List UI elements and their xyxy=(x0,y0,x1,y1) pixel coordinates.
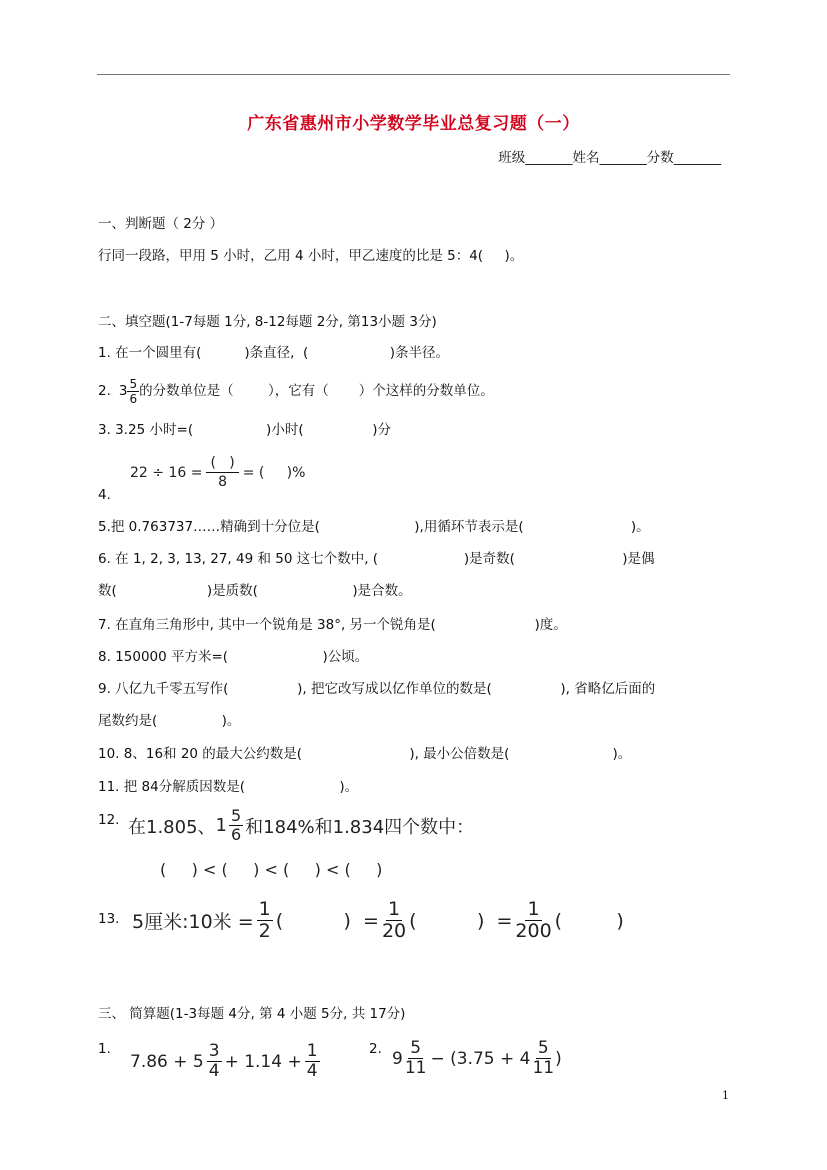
q13-fraction-2 xyxy=(382,900,406,941)
q12-ordering-blanks: ( ) < ( ) < ( ) < ( ) xyxy=(160,860,383,879)
s3-q2-f2-numerator: 5 xyxy=(537,1038,549,1058)
s1-question-1: 行同一段路，甲用 5 小时，乙用 4 小时，甲乙速度的比是 5：4( )。 xyxy=(98,248,524,264)
student-info-fields: 班级_______姓名_______分数_______ xyxy=(498,150,721,166)
q13-f3-denominator: 200 xyxy=(515,920,552,942)
q4-left: 22 ÷ 16 = xyxy=(130,464,203,481)
q13-blank-2: ( ) = xyxy=(409,909,513,932)
q2-whole: 3 xyxy=(118,382,128,399)
header-rule xyxy=(97,74,730,75)
q12-numerator: 5 xyxy=(230,806,242,825)
q13-blank-1: ( ) = xyxy=(275,909,379,932)
s3-q1-fraction-2 xyxy=(305,1043,320,1080)
q12-text-b: 和184%和1.834四个数中： xyxy=(245,816,475,838)
q2-text: 的分数单位是（ ），它有（ ）个这样的分数单位。 xyxy=(139,382,494,399)
s2-question-3: 3. 3.25 小时=( )小时( )分 xyxy=(98,422,392,438)
q4-numerator: ( ) xyxy=(206,456,238,473)
s3-q1-number: 1. xyxy=(98,1041,111,1057)
page-title: 广东省惠州市小学数学毕业总复习题（一） xyxy=(247,114,580,134)
q13-f2-denominator: 20 xyxy=(381,920,407,942)
q13-fraction-3 xyxy=(515,900,551,941)
section-1-heading: 一、判断题（ 2分 ） xyxy=(98,216,224,232)
q4-denominator: 8 xyxy=(218,474,228,490)
q13-blank-3: ( ) xyxy=(554,909,624,932)
s2-question-6-line-2: 数( )是质数( )是合数。 xyxy=(98,583,412,599)
q4-right: = ( )% xyxy=(242,464,306,481)
q2-numerator: 5 xyxy=(129,377,138,391)
s3-q2-number: 2. xyxy=(369,1041,382,1057)
s2-question-10: 10. 8、16和 20 的最大公约数是( ), 最小公倍数是( )。 xyxy=(98,746,632,762)
section-2-heading: 二、填空题(1-7每题 1分, 8-12每题 2分, 第13小题 3分) xyxy=(98,314,437,330)
q13-f1-denominator: 2 xyxy=(258,920,271,942)
s2-question-2 xyxy=(98,378,494,405)
s3-q2-whole: 9 xyxy=(392,1048,403,1069)
q12-whole: 1 xyxy=(215,815,227,836)
s3-q2-f2-denominator: 11 xyxy=(532,1058,555,1078)
s2-question-12-math xyxy=(128,808,474,843)
q13-f1-numerator: 1 xyxy=(258,898,271,920)
s3-question-2-math xyxy=(392,1040,562,1077)
q13-f2-numerator: 1 xyxy=(388,898,401,920)
s2-question-11: 11. 把 84分解质因数是( )。 xyxy=(98,779,359,795)
s3-q1-f1-denominator: 4 xyxy=(208,1061,220,1081)
q13-fraction-1 xyxy=(257,900,273,941)
s2-question-13-math xyxy=(132,900,624,941)
q13-number: 13. xyxy=(98,911,120,927)
q2-denominator: 6 xyxy=(129,392,138,406)
s3-q2-end: ) xyxy=(555,1048,562,1069)
s2-question-8: 8. 150000 平方米=( )公顷。 xyxy=(98,649,369,665)
section-3-heading: 三、 简算题(1-3每题 4分, 第 4 小题 5分, 共 17分) xyxy=(98,1006,406,1022)
s3-q1-f1-numerator: 3 xyxy=(208,1041,220,1061)
s2-question-1: 1. 在一个圆里有( )条直径, ( )条半径。 xyxy=(98,345,450,361)
s3-q2-middle: − (3.75 + 4 xyxy=(430,1048,531,1069)
s2-question-4-math xyxy=(130,456,305,489)
s3-q1-part-a: 7.86 + 5 xyxy=(130,1051,204,1072)
s2-question-6-line-1: 6. 在 1, 2, 3, 13, 27, 49 和 50 这七个数中, ( )是奇数( )是偶 xyxy=(98,551,655,567)
s3-q2-fraction-1 xyxy=(405,1040,427,1077)
q4-fraction xyxy=(206,456,238,489)
s3-q1-f2-denominator: 4 xyxy=(306,1061,318,1081)
s3-q2-f1-numerator: 5 xyxy=(410,1038,422,1058)
s3-q2-fraction-2 xyxy=(532,1040,554,1077)
s3-q1-f2-numerator: 1 xyxy=(306,1041,318,1061)
s2-question-5: 5.把 0.763737……精确到十分位是( ),用循环节表示是( )。 xyxy=(98,519,650,535)
s2-question-9-line-1: 9. 八亿九千零五写作( ), 把它改写成以亿作单位的数是( ), 省略亿后面的 xyxy=(98,681,656,697)
q13-lead: 5厘米:10米 = xyxy=(132,911,254,933)
q12-text-a: 在1.805、 xyxy=(128,816,216,838)
s3-q1-fraction-1 xyxy=(207,1043,222,1080)
s2-question-9-line-2: 尾数约是( )。 xyxy=(98,713,241,729)
s2-question-7: 7. 在直角三角形中, 其中一个锐角是 38°, 另一个锐角是( )度。 xyxy=(98,617,567,633)
s3-q2-f1-denominator: 11 xyxy=(404,1058,427,1078)
q12-number: 12. xyxy=(98,812,120,828)
s3-question-1-math xyxy=(130,1043,323,1080)
q4-number: 4. xyxy=(98,487,111,503)
q12-fraction xyxy=(229,808,243,843)
q2-fraction xyxy=(127,378,139,405)
q2-number: 2. xyxy=(98,382,111,399)
s3-q1-part-b: + 1.14 + xyxy=(224,1051,302,1072)
q13-f3-numerator: 1 xyxy=(527,898,540,920)
page-number: 1 xyxy=(722,1089,729,1102)
q12-denominator: 6 xyxy=(230,825,242,844)
